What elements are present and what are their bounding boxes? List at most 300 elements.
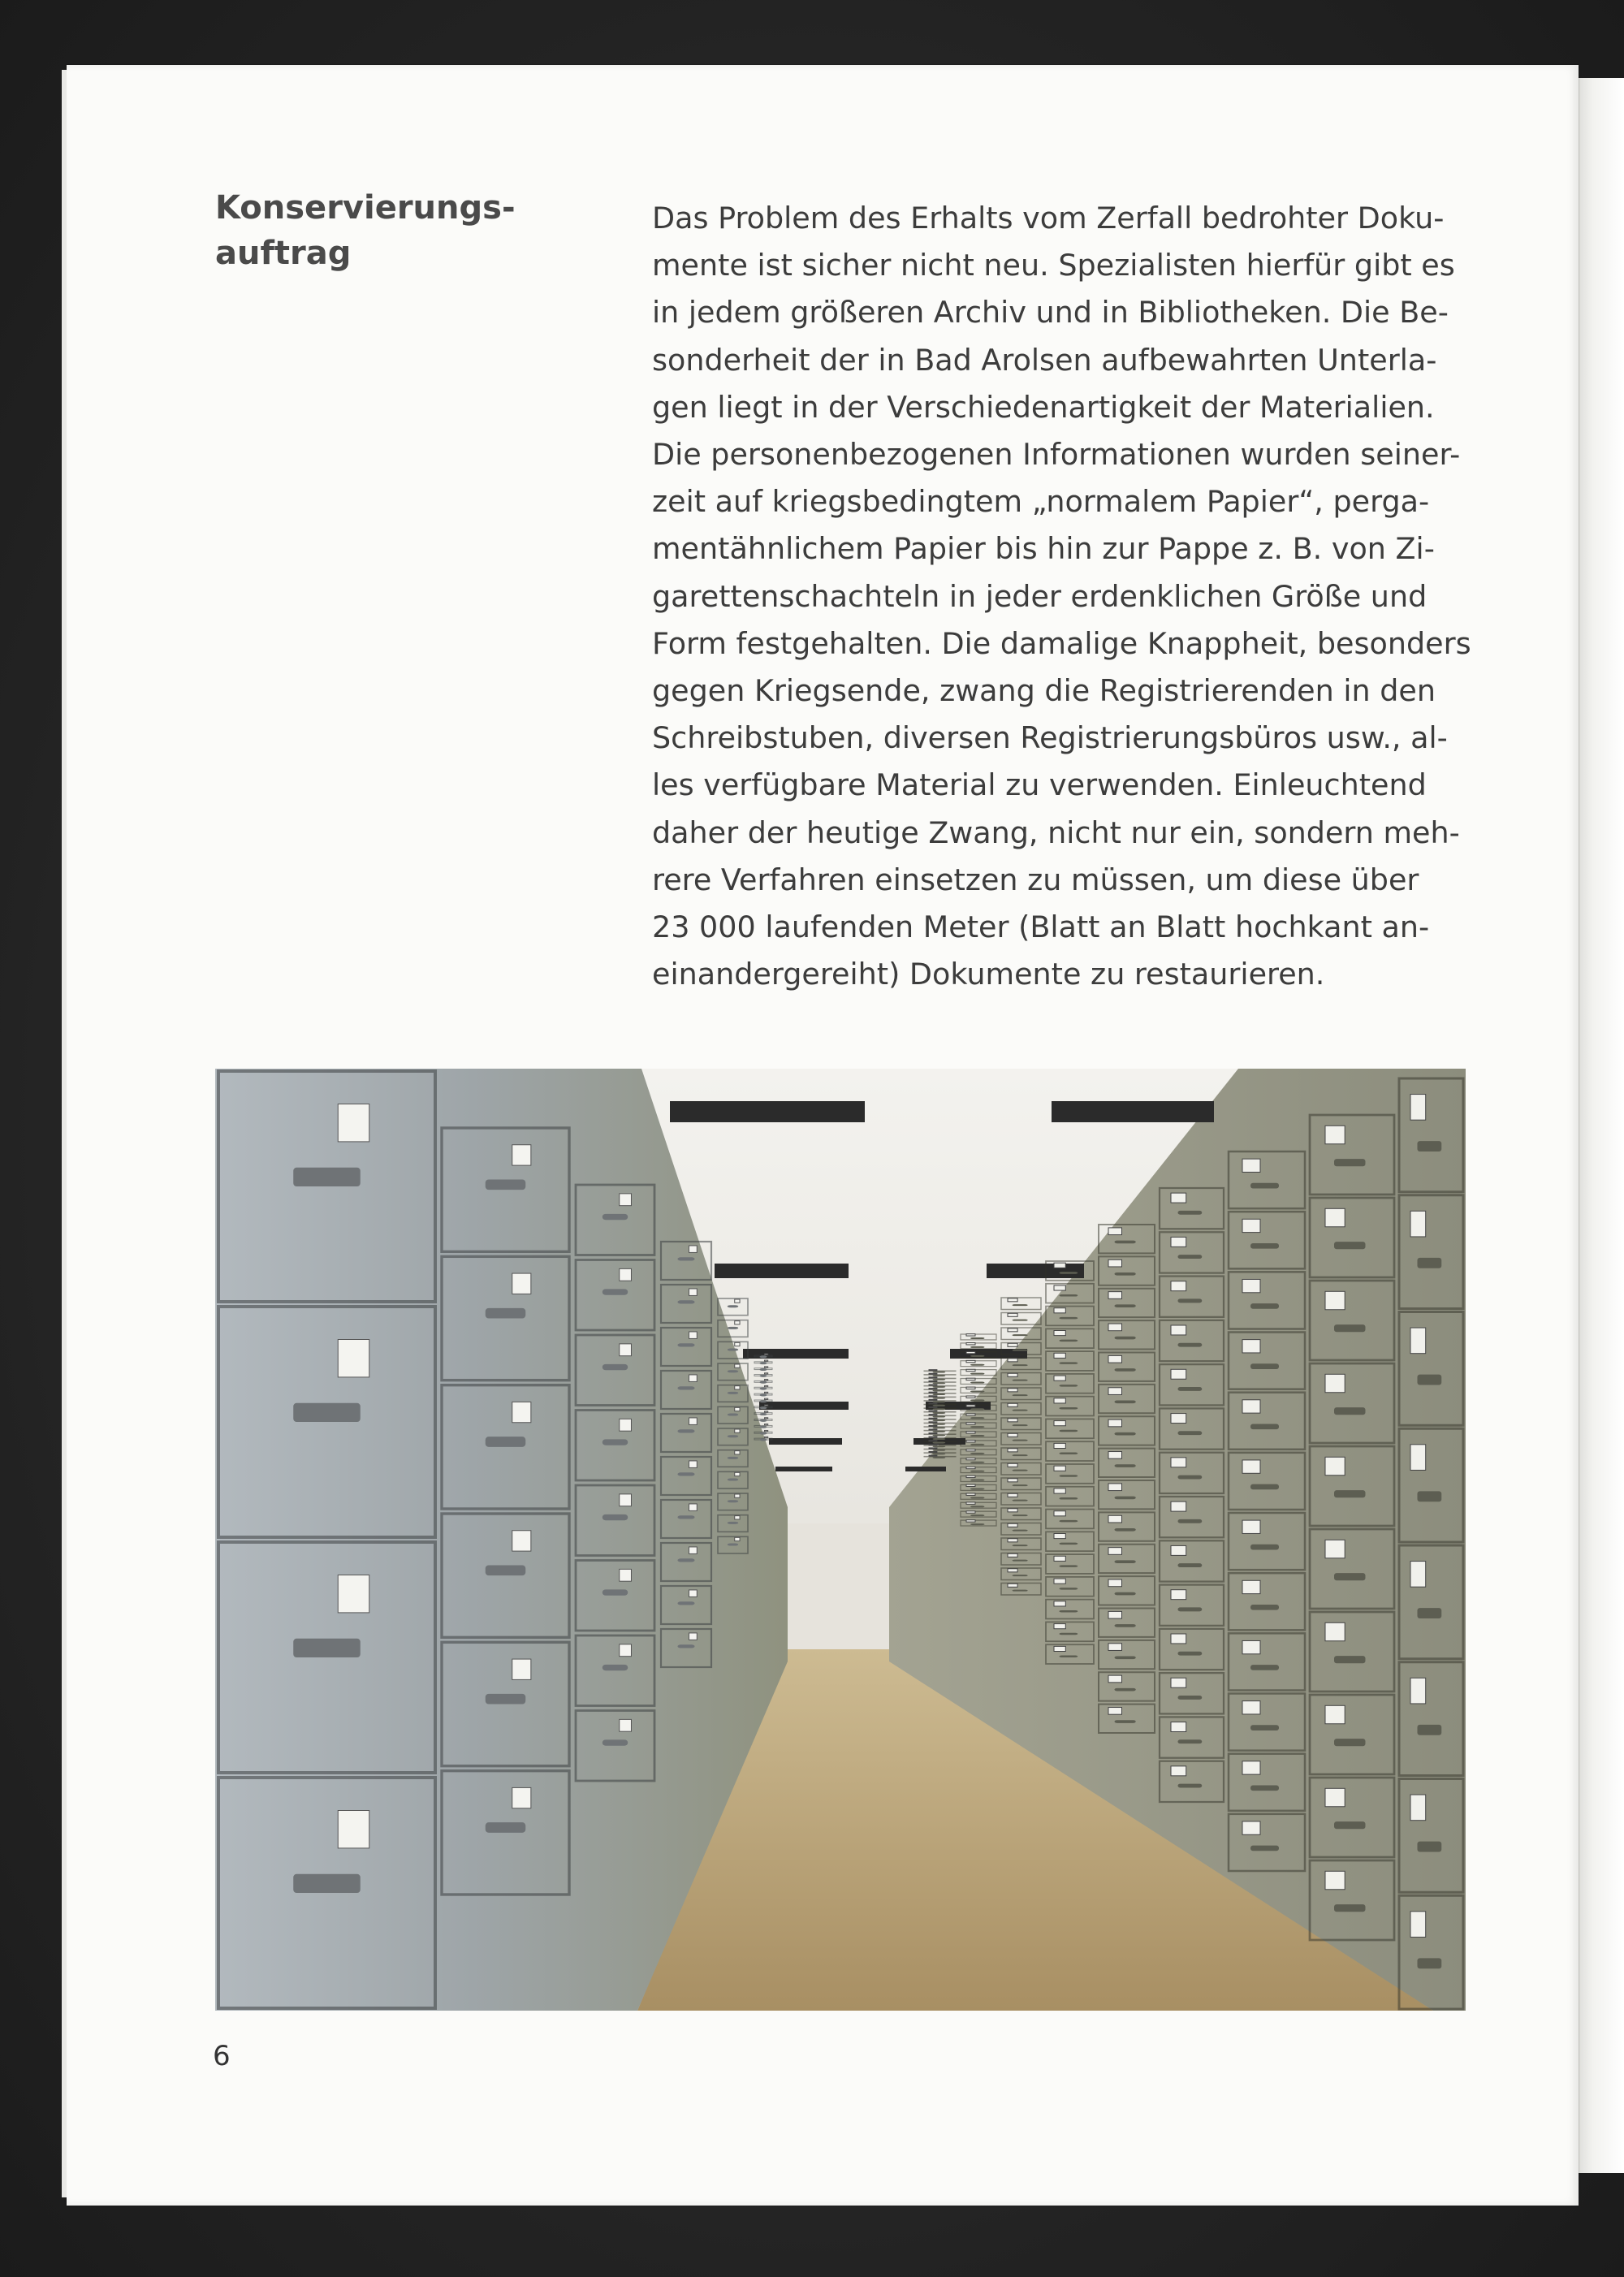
drawer-label <box>1410 1445 1426 1471</box>
drawer-handle <box>970 1497 985 1498</box>
drawer-handle <box>1060 1362 1078 1364</box>
drawer-label <box>966 1351 975 1353</box>
drawer-label <box>620 1268 632 1281</box>
drawer-label <box>1008 1569 1017 1572</box>
drawer-handle <box>1178 1696 1203 1700</box>
drawer-handle <box>933 1434 946 1436</box>
drawer-handle <box>1115 1272 1136 1276</box>
drawer-handle <box>970 1417 985 1419</box>
ceiling-light-fixture <box>987 1264 1084 1278</box>
drawer-label <box>1008 1523 1017 1527</box>
drawer-handle <box>970 1435 985 1437</box>
drawer-handle <box>1060 1385 1078 1387</box>
drawer-handle <box>933 1438 946 1440</box>
drawer-handle <box>1060 1340 1078 1342</box>
drawer-label <box>966 1441 975 1442</box>
body-line: garettenschachteln in jeder erdenklichen Größe und <box>652 578 1427 614</box>
drawer-handle <box>1060 1317 1078 1320</box>
drawer-label <box>1108 1388 1122 1395</box>
drawer-handle <box>1334 1656 1366 1663</box>
drawer-handle <box>1418 1258 1442 1268</box>
drawer-handle <box>293 1168 361 1186</box>
drawer-handle <box>1334 1573 1366 1580</box>
drawer-label <box>689 1375 698 1381</box>
drawer-label <box>735 1472 740 1476</box>
drawer-handle <box>486 1822 526 1833</box>
drawer-label <box>966 1405 975 1406</box>
drawer-handle <box>728 1305 739 1307</box>
drawer-handle <box>1178 1784 1203 1788</box>
drawer-handle <box>933 1382 946 1384</box>
page-number: 6 <box>213 2040 231 2072</box>
drawer-label <box>689 1633 698 1640</box>
drawer-label <box>966 1360 975 1362</box>
drawer-label <box>1008 1539 1017 1542</box>
drawer-handle <box>486 1566 526 1576</box>
drawer-label <box>1171 1722 1186 1732</box>
drawer-label <box>1171 1634 1186 1644</box>
drawer-label <box>1171 1325 1186 1335</box>
drawer-handle <box>1013 1514 1028 1516</box>
drawer-handle <box>1250 1785 1279 1791</box>
drawer-handle <box>603 1439 628 1445</box>
drawer-label <box>929 1429 937 1430</box>
drawer-handle <box>1013 1364 1028 1366</box>
drawer-label <box>1325 1622 1345 1640</box>
drawer-label <box>966 1414 975 1415</box>
drawer-label <box>966 1467 975 1468</box>
drawer-label <box>1325 1374 1345 1392</box>
drawer-handle <box>933 1442 946 1444</box>
drawer-label <box>1410 1678 1426 1704</box>
drawer-handle <box>728 1479 739 1481</box>
drawer-handle <box>1418 1958 1442 1968</box>
drawer-handle <box>933 1379 946 1380</box>
drawer-handle <box>1418 1725 1442 1735</box>
drawer-label <box>689 1547 698 1553</box>
drawer-handle <box>1060 1520 1078 1523</box>
drawer-label <box>1108 1579 1122 1587</box>
drawer-label <box>1171 1678 1186 1687</box>
drawer-label <box>735 1429 740 1432</box>
drawer-handle <box>1250 1363 1279 1369</box>
drawer-label <box>1171 1590 1186 1600</box>
drawer-label <box>512 1145 531 1165</box>
drawer-handle <box>1013 1394 1028 1396</box>
drawer-label <box>338 1340 369 1377</box>
drawer-label <box>765 1418 768 1419</box>
drawer-label <box>1008 1403 1017 1406</box>
drawer-label <box>1054 1285 1065 1290</box>
drawer-handle <box>1115 1401 1136 1404</box>
drawer-handle <box>1178 1255 1203 1259</box>
drawer-handle <box>1418 1491 1442 1501</box>
drawer-handle <box>1013 1454 1028 1456</box>
drawer-handle <box>486 1308 526 1319</box>
drawer-label <box>1171 1458 1186 1467</box>
drawer-handle <box>933 1450 946 1451</box>
drawer-handle <box>760 1400 767 1402</box>
drawer-label <box>966 1387 975 1389</box>
drawer-label <box>1410 1562 1426 1588</box>
body-paragraph <box>652 195 1498 998</box>
drawer-handle <box>678 1558 695 1562</box>
archive-photo <box>215 1069 1466 2011</box>
ceiling-light-fixture <box>670 1101 865 1122</box>
drawer-label <box>735 1451 740 1454</box>
drawer-label <box>765 1405 768 1406</box>
drawer-handle <box>1060 1633 1078 1635</box>
drawer-label <box>1008 1313 1017 1316</box>
drawer-handle <box>1013 1304 1028 1306</box>
drawer-handle <box>970 1453 985 1454</box>
drawer-handle <box>728 1544 739 1546</box>
drawer-handle <box>678 1515 695 1519</box>
drawer-label <box>1054 1466 1065 1471</box>
body-line: sonderheit der in Bad Arolsen aufbewahrten Unterla- <box>652 342 1437 378</box>
drawer-handle <box>1115 1624 1136 1627</box>
drawer-handle <box>970 1471 985 1472</box>
archive-photo-illustration <box>215 1069 1466 2011</box>
drawer-handle <box>1334 1490 1366 1497</box>
drawer-label <box>1171 1545 1186 1555</box>
drawer-handle <box>1060 1497 1078 1500</box>
drawer-label <box>1008 1359 1017 1362</box>
drawer-label <box>765 1424 768 1425</box>
drawer-label <box>929 1396 937 1397</box>
drawer-label <box>1108 1515 1122 1523</box>
drawer-handle <box>678 1300 695 1303</box>
drawer-label <box>1054 1556 1065 1561</box>
drawer-handle <box>1250 1303 1279 1309</box>
drawer-handle <box>933 1445 946 1447</box>
drawer-handle <box>1013 1530 1028 1532</box>
drawer-label <box>1008 1329 1017 1332</box>
drawer-handle <box>728 1370 739 1372</box>
drawer-label <box>735 1516 740 1519</box>
drawer-handle <box>1250 1605 1279 1610</box>
drawer-label <box>765 1411 768 1412</box>
drawer-label <box>966 1511 975 1513</box>
drawer-handle <box>678 1343 695 1346</box>
drawer-label <box>1008 1584 1017 1587</box>
drawer-handle <box>970 1444 985 1445</box>
drawer-label <box>929 1455 937 1456</box>
drawer-label <box>620 1494 632 1506</box>
facing-page-edge <box>1572 78 1624 2173</box>
drawer-label <box>1108 1548 1122 1555</box>
drawer-label <box>1054 1534 1065 1539</box>
drawer-label <box>966 1396 975 1398</box>
drawer-handle <box>486 1437 526 1447</box>
drawer-handle <box>486 1694 526 1705</box>
drawer-handle <box>1178 1298 1203 1303</box>
drawer-handle <box>1060 1565 1078 1567</box>
drawer-label <box>929 1370 937 1371</box>
drawer-label <box>966 1449 975 1450</box>
drawer-handle <box>1060 1407 1078 1410</box>
drawer-handle <box>1013 1424 1028 1426</box>
drawer-label <box>512 1273 531 1294</box>
drawer-label <box>735 1386 740 1389</box>
drawer-handle <box>1178 1652 1203 1656</box>
drawer-label <box>929 1418 937 1419</box>
drawer-label <box>338 1104 369 1142</box>
drawer-handle <box>1013 1560 1028 1562</box>
drawer-handle <box>933 1372 946 1373</box>
body-line: gen liegt in der Verschiedenartigkeit der Materialien. <box>652 389 1435 425</box>
drawer-handle <box>933 1424 946 1425</box>
drawer-handle <box>678 1472 695 1476</box>
drawer-handle <box>970 1399 985 1401</box>
drawer-label <box>689 1332 698 1338</box>
drawer-label <box>929 1452 937 1453</box>
drawer-handle <box>760 1368 767 1371</box>
drawer-handle <box>1418 1608 1442 1618</box>
drawer-handle <box>933 1393 946 1395</box>
drawer-label <box>1054 1308 1065 1313</box>
drawer-handle <box>1178 1387 1203 1391</box>
drawer-label <box>1108 1484 1122 1491</box>
drawer-label <box>1325 1540 1345 1558</box>
drawer-label <box>929 1444 937 1445</box>
drawer-handle <box>1250 1424 1279 1429</box>
drawer-label <box>1008 1298 1017 1302</box>
drawer-handle <box>1013 1410 1028 1411</box>
drawer-label <box>1171 1369 1186 1379</box>
drawer-label <box>929 1448 937 1449</box>
body-line: daher der heutige Zwang, nicht nur ein, sondern meh- <box>652 814 1460 850</box>
drawer-handle <box>1115 1688 1136 1692</box>
drawer-handle <box>728 1414 739 1416</box>
drawer-handle <box>1178 1343 1203 1347</box>
drawer-label <box>512 1787 531 1808</box>
drawer-label <box>1410 1211 1426 1237</box>
drawer-label <box>1325 1457 1345 1475</box>
body-line: rere Verfahren einsetzen zu müssen, um diese über <box>652 862 1419 897</box>
drawer-label <box>929 1403 937 1404</box>
drawer-handle <box>1334 1904 1366 1912</box>
drawer-label <box>1171 1193 1186 1203</box>
drawer-label <box>620 1419 632 1431</box>
drawer-handle <box>1060 1453 1078 1455</box>
drawer-handle <box>933 1386 946 1388</box>
drawer-handle <box>760 1432 767 1435</box>
drawer-label <box>338 1811 369 1848</box>
drawer-label <box>765 1430 768 1431</box>
drawer-handle <box>760 1406 767 1409</box>
drawer-handle <box>933 1431 946 1432</box>
drawer-handle <box>970 1382 985 1384</box>
drawer-label <box>1171 1237 1186 1247</box>
drawer-handle <box>603 1289 628 1294</box>
drawer-label <box>620 1569 632 1581</box>
drawer-label <box>1054 1398 1065 1403</box>
drawer-label <box>735 1407 740 1411</box>
drawer-handle <box>970 1488 985 1489</box>
drawer-label <box>1242 1520 1260 1533</box>
drawer-label <box>1410 1095 1426 1121</box>
drawer-label <box>1008 1493 1017 1497</box>
drawer-label <box>689 1246 698 1252</box>
drawer-label <box>1171 1501 1186 1511</box>
drawer-handle <box>1418 1842 1442 1852</box>
ceiling-light-fixture <box>1052 1101 1214 1122</box>
drawer-handle <box>760 1438 767 1441</box>
drawer-label <box>1108 1452 1122 1459</box>
drawer-handle <box>1013 1380 1028 1381</box>
drawer-handle <box>678 1257 695 1260</box>
drawer-label <box>765 1373 768 1374</box>
drawer-label <box>512 1402 531 1422</box>
drawer-handle <box>728 1457 739 1459</box>
body-line: les verfügbare Material zu verwenden. Einleuchtend <box>652 767 1427 803</box>
drawer-label <box>1108 1419 1122 1427</box>
drawer-handle <box>728 1500 739 1502</box>
drawer-label <box>1108 1355 1122 1363</box>
drawer-label <box>929 1425 937 1426</box>
body-line: Form festgehalten. Die damalige Knappheit, besonders <box>652 625 1471 661</box>
drawer-label <box>1242 1159 1260 1172</box>
drawer-handle <box>933 1412 946 1414</box>
drawer-handle <box>1060 1272 1078 1274</box>
drawer-handle <box>293 1874 361 1893</box>
drawer-label <box>1054 1263 1065 1268</box>
drawer-label <box>512 1531 531 1551</box>
drawer-label <box>1008 1479 1017 1482</box>
drawer-label <box>1108 1292 1122 1299</box>
body-line: zeit auf kriegsbedingtem „normalem Papier“, perga- <box>652 484 1430 520</box>
drawer-label <box>1108 1324 1122 1331</box>
drawer-label <box>689 1461 698 1467</box>
drawer-label <box>1171 1414 1186 1424</box>
drawer-handle <box>1178 1476 1203 1480</box>
drawer-handle <box>1013 1470 1028 1471</box>
drawer-label <box>735 1364 740 1367</box>
drawer-label <box>1325 1871 1345 1889</box>
drawer-handle <box>1334 1242 1366 1249</box>
drawer-label <box>765 1385 768 1386</box>
drawer-handle <box>933 1408 946 1410</box>
drawer-label <box>1008 1553 1017 1557</box>
drawer-label <box>512 1659 531 1679</box>
drawer-label <box>1054 1579 1065 1584</box>
drawer-handle <box>678 1429 695 1432</box>
drawer-handle <box>728 1392 739 1394</box>
drawer-handle <box>970 1426 985 1428</box>
ceiling-light-fixture <box>759 1402 849 1410</box>
drawer-handle <box>933 1398 946 1399</box>
drawer-label <box>1054 1331 1065 1336</box>
drawer-handle <box>760 1381 767 1384</box>
drawer-label <box>1108 1675 1122 1683</box>
drawer-label <box>338 1575 369 1613</box>
drawer-handle <box>728 1349 739 1351</box>
section-heading <box>215 185 597 276</box>
drawer-label <box>1008 1373 1017 1376</box>
drawer-label <box>1054 1353 1065 1358</box>
drawer-label <box>1242 1761 1260 1774</box>
drawer-label <box>1008 1449 1017 1452</box>
drawer-label <box>1242 1460 1260 1473</box>
drawer-label <box>1325 1126 1345 1143</box>
ceiling-light-fixture <box>775 1467 832 1471</box>
drawer-label <box>1242 1340 1260 1353</box>
drawer-label <box>1410 1912 1426 1938</box>
drawer-label <box>1325 1208 1345 1226</box>
drawer-handle <box>1250 1545 1279 1550</box>
drawer-handle <box>970 1337 985 1339</box>
drawer-handle <box>1115 1304 1136 1307</box>
drawer-label <box>689 1504 698 1510</box>
drawer-handle <box>1250 1665 1279 1670</box>
drawer-label <box>1171 1766 1186 1776</box>
drawer-label <box>966 1502 975 1504</box>
drawer-label <box>1054 1601 1065 1606</box>
drawer-label <box>929 1373 937 1374</box>
drawer-label <box>1008 1509 1017 1512</box>
drawer-label <box>1410 1328 1426 1354</box>
drawer-handle <box>933 1419 946 1421</box>
body-line: 23 000 laufenden Meter (Blatt an Blatt hochkant an- <box>652 910 1430 945</box>
drawer-handle <box>933 1375 946 1376</box>
ceiling-light-fixture <box>769 1438 842 1445</box>
drawer-handle <box>970 1346 985 1348</box>
body-line: Die personenbezogenen Informationen wurden seiner- <box>652 437 1461 473</box>
drawer-label <box>735 1342 740 1346</box>
drawer-handle <box>1060 1588 1078 1590</box>
drawer-handle <box>603 1364 628 1370</box>
drawer-handle <box>1115 1497 1136 1500</box>
drawer-label <box>1242 1400 1260 1413</box>
drawer-handle <box>1250 1846 1279 1851</box>
drawer-label <box>929 1377 937 1378</box>
drawer-handle <box>1334 1159 1366 1166</box>
drawer-handle <box>1060 1475 1078 1477</box>
drawer-label <box>1242 1640 1260 1653</box>
drawer-handle <box>760 1355 767 1358</box>
drawer-handle <box>1334 1324 1366 1332</box>
drawer-label <box>1008 1433 1017 1437</box>
drawer-handle <box>1115 1560 1136 1563</box>
drawer-label <box>1242 1821 1260 1834</box>
drawer-label <box>966 1369 975 1371</box>
drawer-label <box>1008 1389 1017 1392</box>
drawer-handle <box>1250 1725 1279 1730</box>
drawer-label <box>1054 1421 1065 1426</box>
drawer-label <box>966 1378 975 1380</box>
drawer-label <box>966 1423 975 1424</box>
drawer-label <box>689 1418 698 1424</box>
drawer-handle <box>728 1522 739 1524</box>
drawer-label <box>966 1484 975 1486</box>
drawer-handle <box>603 1214 628 1220</box>
drawer-label <box>966 1458 975 1459</box>
drawer-label <box>929 1399 937 1400</box>
drawer-label <box>735 1321 740 1324</box>
drawer-handle <box>933 1427 946 1428</box>
drawer-handle <box>970 1506 985 1507</box>
drawer-label <box>765 1360 768 1361</box>
drawer-handle <box>970 1480 985 1481</box>
drawer-handle <box>760 1419 767 1422</box>
drawer-handle <box>970 1355 985 1357</box>
drawer-handle <box>1418 1141 1442 1151</box>
drawer-handle <box>1115 1657 1136 1660</box>
drawer-label <box>966 1476 975 1477</box>
drawer-handle <box>1178 1519 1203 1523</box>
drawer-handle <box>933 1416 946 1418</box>
